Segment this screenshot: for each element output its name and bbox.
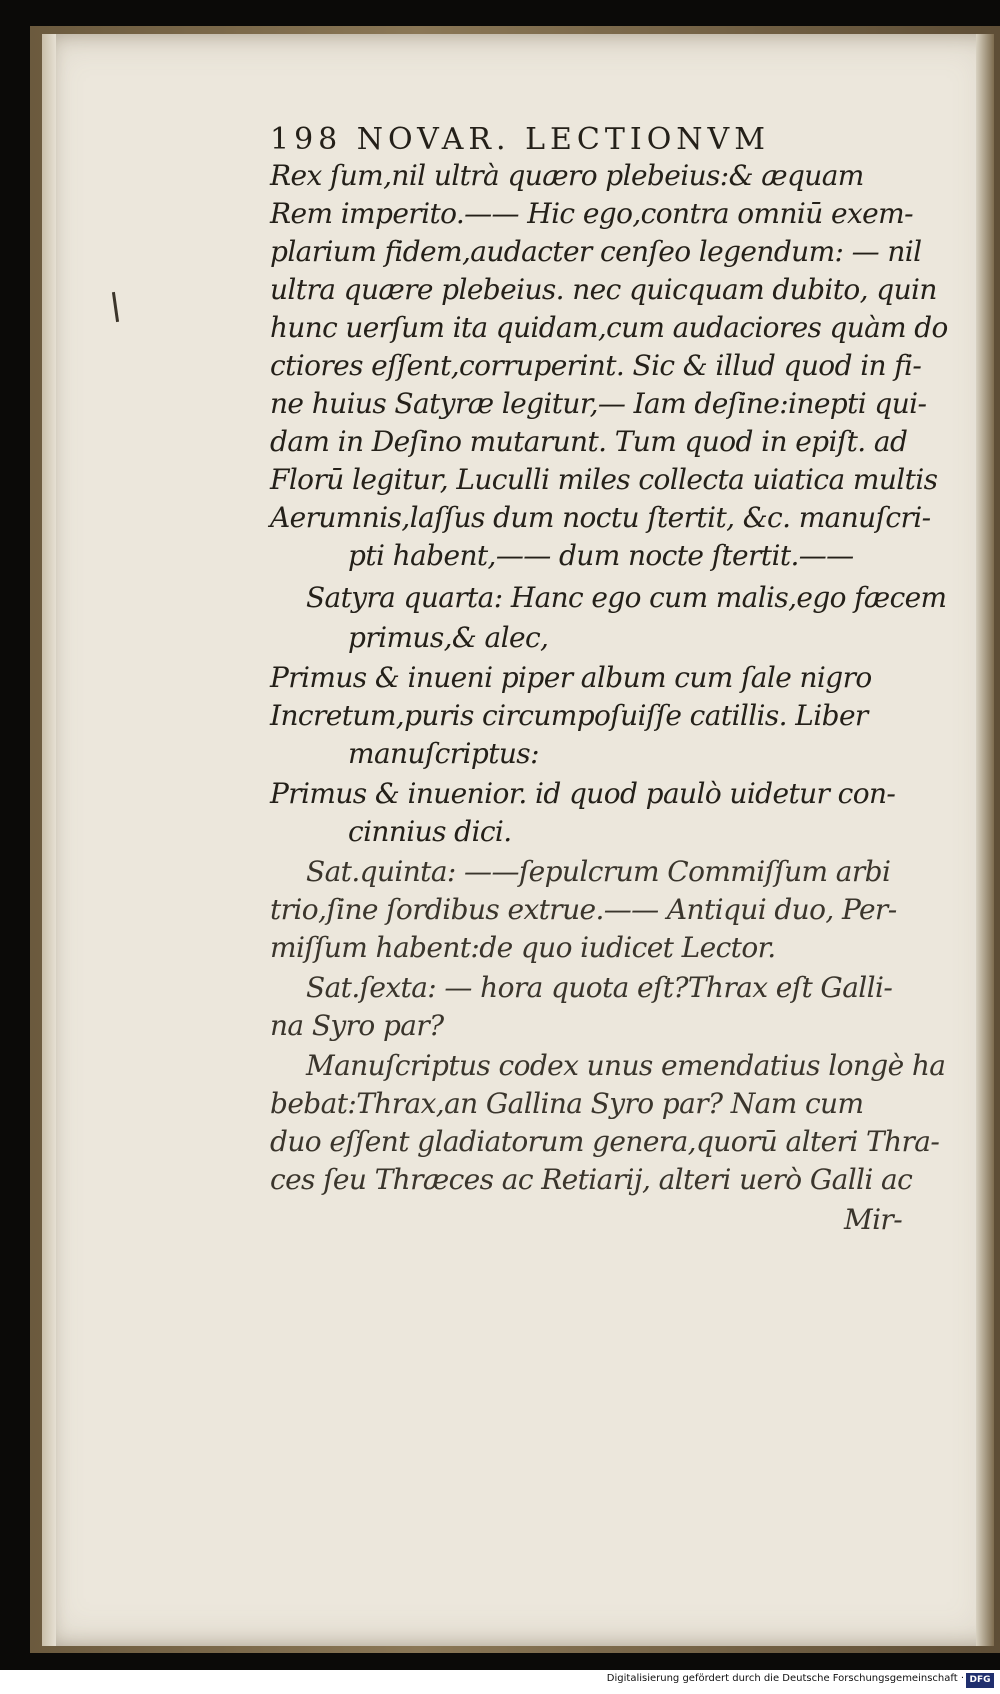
running-header: 198 NOVAR. LECTIONVM — [270, 122, 770, 157]
text-line: hunc uerſum ita quidam,cum audaciores quàm do — [270, 311, 948, 344]
text-line: ctiores eſſent,corruperint. Sic & illud quod in fi- — [270, 349, 922, 382]
text-line: Manuſcriptus codex unus emendatius longè ha — [306, 1049, 946, 1082]
text-line: ne huius Satyræ legitur,— Iam deſine:inepti qui- — [270, 387, 927, 420]
text-line: miſſum habent:de quo iudicet Lector. — [270, 931, 776, 964]
text-line: bebat:Thrax,an Gallina Syro par? Nam cum — [270, 1087, 864, 1120]
page-gutter — [42, 34, 56, 1646]
text-line: duo eſſent gladiatorum genera,quorū alteri Thra- — [270, 1125, 940, 1158]
text-line: Rem imperito.—— Hic ego,contra omniū exem- — [270, 197, 913, 230]
digitization-footer — [0, 1670, 1000, 1694]
page-fore-edge — [976, 34, 994, 1646]
text-line: pti habent,—— dum nocte ſtertit.—— — [348, 539, 854, 572]
dfg-logo: DFG — [966, 1673, 994, 1688]
text-line: Aerumnis,laſſus dum noctu ſtertit, &c. manuſcri- — [270, 501, 931, 534]
text-line: manuſcriptus: — [348, 737, 539, 770]
funding-credit: Digitalisierung gefördert durch die Deutsche Forschungsgemeinschaft · — [606, 1673, 964, 1684]
text-line: na Syro par? — [270, 1009, 444, 1042]
text-line: Sat.quinta: ——ſepulcrum Commiſſum arbi — [306, 855, 891, 888]
text-line: Sat.ſexta: — hora quota eſt?Thrax eſt Galli- — [306, 971, 893, 1004]
text-line: Incretum,puris circumpoſuiſſe catillis. Liber — [270, 699, 868, 732]
text-line: Rex ſum,nil ultrà quæro plebeius:& æquam — [270, 159, 864, 192]
text-line: cinnius dici. — [348, 815, 512, 848]
text-line: plarium fidem,audacter cenſeo legendum: — nil — [270, 235, 922, 268]
book-page — [42, 34, 994, 1646]
text-line: ultra quære plebeius. nec quicquam dubito, quin — [270, 273, 937, 306]
text-line: primus,& alec, — [348, 621, 549, 654]
catchword: Mir- — [844, 1203, 903, 1236]
text-line: dam in Deſino mutarunt. Tum quod in epiſt. ad — [270, 425, 908, 458]
text-line: trio,ſine ſordibus extrue.—— Antiqui duo, Per- — [270, 893, 897, 926]
text-line: Primus & inuenior. id quod paulò uidetur con- — [270, 777, 896, 810]
text-line: Satyra quarta: Hanc ego cum malis,ego fæcem — [306, 581, 947, 614]
margin-mark — [112, 292, 119, 322]
text-line: Florū legitur, Luculli miles collecta uiatica multis — [270, 463, 938, 496]
text-line: ces ſeu Thræces ac Retiarij, alteri uerò Galli ac — [270, 1163, 913, 1196]
text-line: Primus & inueni piper album cum ſale nigro — [270, 661, 872, 694]
